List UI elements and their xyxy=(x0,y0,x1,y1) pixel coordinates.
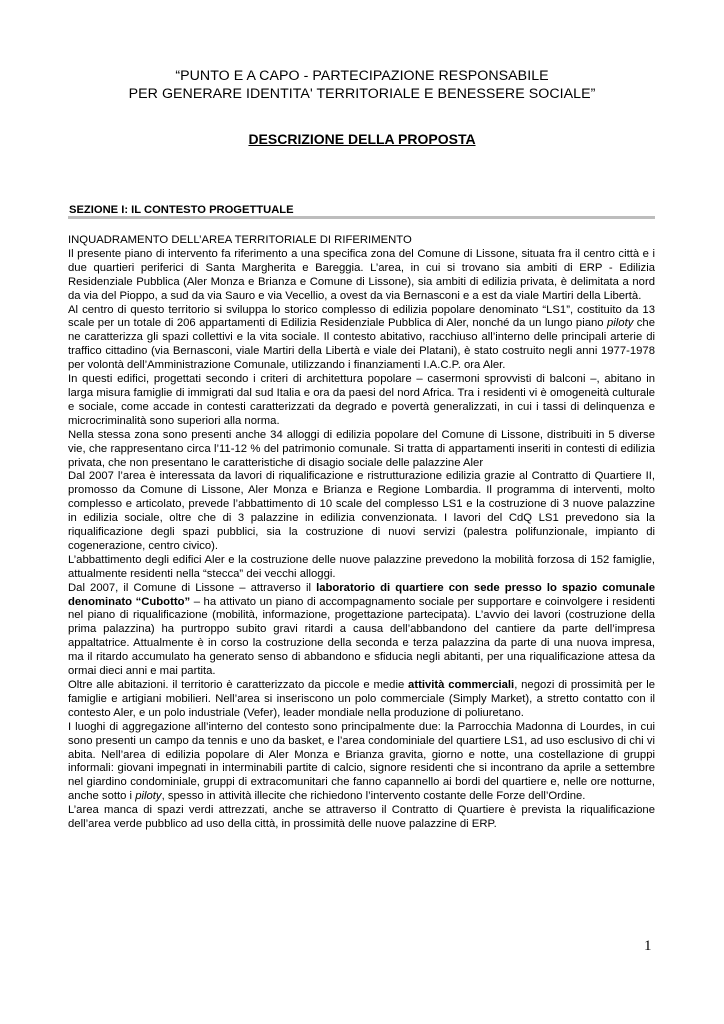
paragraph: L’abbattimento degli edifici Aler e la costruzione delle nuove palazzine prevedono la mobilità forzosa di 152 famiglie, attualmente residenti nella “stecca” dei vecchi alloggi. xyxy=(68,553,655,580)
section-divider xyxy=(68,216,655,219)
italic-term: piloty xyxy=(135,790,162,803)
paragraph xyxy=(68,721,655,804)
document-title-line-1: “PUNTO E A CAPO - PARTECIPAZIONE RESPONSABILE xyxy=(175,68,549,84)
page-number: 1 xyxy=(644,938,652,954)
paragraph: Nella stessa zona sono presenti anche 34 alloggi di edilizia popolare del Comune di Lissone, distribuiti in 5 diverse vie, che rappresentano circa l’11-12 % del patrimonio comunale. Si tratta di appartamenti inseriti in contesti di edilizia privata, che non presentano le caratteristiche di disagio sociale delle palazzine Aler xyxy=(68,428,655,469)
text-run: Oltre alle abitazioni. il territorio è caratterizzato da piccole e medie xyxy=(68,679,409,691)
paragraph xyxy=(68,679,655,721)
text-run: , negozi di prossimità per le famiglie e artigiani mobilieri. Nell’area si inseriscono un polo commerciale (Simply Market), a stretto contatto con il contesto Aler, e un polo industriale (Vefer), leader mondiale nella produzione di poliuretano. xyxy=(68,679,656,719)
proposal-heading xyxy=(0,130,724,148)
paragraph xyxy=(68,304,655,374)
bold-phrase: attività commerciali xyxy=(408,679,515,691)
paragraph: In questi edifici, progettati secondo i criteri di architettura popolare – casermoni sprovvisti di balconi –, abitano in larga misura famiglie di immigrati dal sud Italia e ora da paesi del nord Africa. Tra i residenti vi è omogeneità culturale e sociale, come accade in contesti caratterizzati da degrado e povertà generalizzati, in cui i tassi di delinquenza e microcriminalità sono superiori alla norma. xyxy=(68,373,655,427)
paragraph: L’area manca di spazi verdi attrezzati, anche se attraverso il Contratto di Quartiere è prevista la riqualificazione dell’area verde pubblico ad uso della città, in prossimità delle nuove palazzine di ERP. xyxy=(68,804,655,831)
paragraph-subheading: INQUADRAMENTO DELL’AREA TERRITORIALE DI RIFERIMENTO xyxy=(68,234,412,246)
bold-phrase: laboratorio di quartiere con sede presso lo spazio comunale denominato “Cubotto” xyxy=(68,581,656,608)
text-run: Al centro di questo territorio si sviluppa lo storico complesso di edilizia popolare denominato “LS1”, costituito da 13 scale per un totale di 206 appartamenti di Edilizia Residenziale Pubblica di Aler, nonché da un lungo piano xyxy=(68,303,655,330)
text-run: – ha attivato un piano di accompagnamento sociale per supportare e coinvolgere i residenti nel piano di riqualificazione (mobilità, informazione, progettazione partecipata). L’avvio dei lavori (costruzione della prima palazzina) ha purtroppo subito gravi ritardi a causa dell’abbandono del cantiere da parte dell’impresa appaltatrice. Attualmente è in corso la costruzione della seconda e terza palazzina da parte di una nuova impresa, ma il ritardo accumulato ha generato senso di abbandono e sfiducia negli abitanti, per una riqualificazione attesa da ormai dieci anni e mai partita. xyxy=(68,595,655,678)
paragraph: Dal 2007 l’area è interessata da lavori di riqualificazione e ristrutturazione edilizia grazie al Contratto di Quartiere II, promosso da Comune di Lissone, Aler Monza e Brianza e Regione Lombardia. Il programma di interventi, molto complesso e articolato, prevede l’abbattimento di 10 scale del complesso LS1 e la costruzione di 3 nuove palazzine in edilizia sociale, oltre che di 3 palazzine in edilizia convenzionata. I lavori del CdQ LS1 prevedono sia la riqualificazione degli spazi pubblici, sia la costruzione di nuovi servizi (palestra polifunzionale, impianto di cogenerazione, centro civico). xyxy=(68,470,655,552)
text-run: I luoghi di aggregazione all’interno del contesto sono principalmente due: la Parrocchia Madonna di Lourdes, in cui sono presenti un campo da tennis e uno da basket, e l’area condominiale del quartiere LS1, ad uso esclusivo di chi vi abita. Nell’area di edilizia popolare di Aler Monza e Brianza gravita, giorno e notte, una costellazione di gruppi informali: giovani impegnati in interminabili partite di calcio, signore residenti che si incontrano da aprile a settembre nel giardino condominiale, gruppi di extracomunitari che fanno capannello ai bordi del quartiere e, nelle ore notturne, anche sotto i xyxy=(68,720,655,803)
italic-term: piloty xyxy=(606,317,634,330)
paragraph: Il presente piano di intervento fa riferimento a una specifica zona del Comune di Lissone, situata fra il centro città e i due quartieri periferici di Santa Margherita e Bareggia. L’area, in cui si trovano sia ambiti di ERP - Edilizia Residenziale Pubblica (Aler Monza e Brianza e Comune di Lissone), sia ambiti di edilizia privata, è delimitata a nord da via del Pioppo, a sud da via Sauro e via Vecellio, a ovest da via Bernasconi e a est da viale Martiri della Libertà. xyxy=(68,247,655,302)
document-title-line-2: PER GENERARE IDENTITA' TERRITORIALE E BENESSERE SOCIALE” xyxy=(128,86,596,102)
proposal-heading-text: DESCRIZIONE DELLA PROPOSTA xyxy=(248,131,476,147)
text-run: che ne caratterizza gli spazi collettivi e la vita sociale. Il contesto abitativo, racchiuso all’interno delle principali arterie di traffico cittadino (via Bernasconi, viale Martiri della Libertà e viale dei Platani), è stato costruito negli anni 1977-1978 per volontà dell’Amministrazione Comunale, utilizzando i finanziamenti I.A.C.P. ora Aler. xyxy=(68,317,655,372)
section-title: SEZIONE I: IL CONTESTO PROGETTUALE xyxy=(69,204,294,216)
paragraph xyxy=(68,582,655,679)
text-run: , spesso in attività illecite che richiedono l’intervento costante delle Forze dell’Ordine. xyxy=(161,790,586,803)
body-text xyxy=(68,234,655,832)
text-run: Dal 2007, il Comune di Lissone – attraverso il xyxy=(68,581,317,594)
